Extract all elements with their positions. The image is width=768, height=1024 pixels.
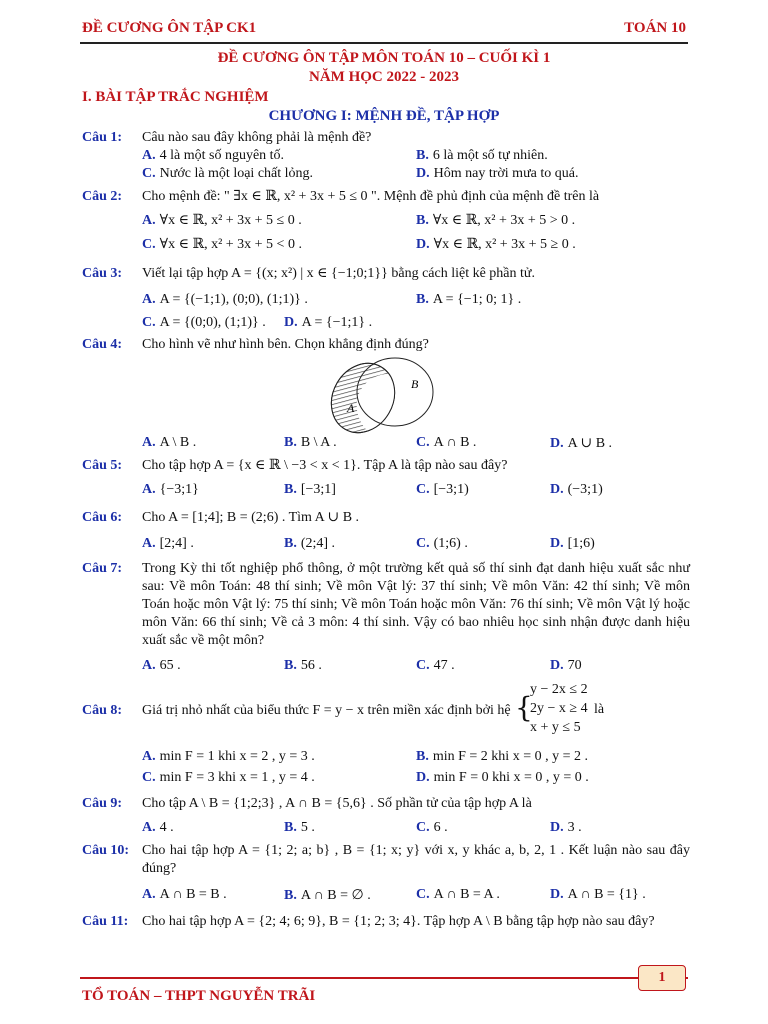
header-right: TOÁN 10 <box>624 20 686 36</box>
question-label: Câu 2: <box>82 189 123 204</box>
inequality-1: y − 2x ≤ 2 <box>530 682 588 697</box>
header-rule <box>80 42 688 44</box>
option-a: A. 4 là một số nguyên tố. <box>142 148 285 163</box>
option-a: A. A = {(−1;1), (0;0), (1;1)} . <box>142 292 308 307</box>
question-text: Cho A = [1;4]; B = (2;6) . Tìm A ∪ B . <box>142 510 360 525</box>
option-b: B. ∀x ∈ ℝ, x² + 3x + 5 > 0 . <box>416 213 576 228</box>
question-label: Câu 6: <box>82 510 123 525</box>
section-title: I. BÀI TẬP TRẮC NGHIỆM <box>82 89 269 105</box>
doc-title: ĐỀ CƯƠNG ÔN TẬP MÔN TOÁN 10 – CUỐI KÌ 1 <box>217 50 551 66</box>
option-c: C. (1;6) . <box>416 536 468 551</box>
option-b: B. min F = 2 khi x = 0 , y = 2 . <box>416 749 588 764</box>
header-left: ĐỀ CƯƠNG ÔN TẬP CK1 <box>82 20 257 36</box>
option-b: B. A = {−1; 0; 1} . <box>416 292 522 307</box>
question-text: Cho hình vẽ như hình bên. Chọn khẳng định đúng? <box>142 337 429 352</box>
option-a: A. ∀x ∈ ℝ, x² + 3x + 5 ≤ 0 . <box>142 213 302 228</box>
option-d: D. A ∪ B . <box>550 436 613 451</box>
option-b: B. A ∩ B = ∅ . <box>284 888 371 903</box>
option-b: B. 6 là một số tự nhiên. <box>416 148 548 163</box>
chapter-title: CHƯƠNG I: MỆNH ĐỀ, TẬP HỢP <box>268 108 500 124</box>
option-a: A. [2;4] . <box>142 536 194 551</box>
option-a: A. 65 . <box>142 658 181 673</box>
question-label: Câu 9: <box>82 796 123 811</box>
system-brace: { <box>515 691 533 724</box>
question-text: Giá trị nhỏ nhất của biểu thức F = y − x trên miền xác định bởi hệ <box>142 703 511 718</box>
option-c: C. [−3;1) <box>416 482 469 497</box>
venn-diagram <box>325 354 445 434</box>
option-b: B. [−3;1] <box>284 482 336 497</box>
option-b: B. 56 . <box>284 658 322 673</box>
question-text: Cho hai tập hợp A = {1; 2; a; b} , B = {1; x; y} với x, y khác a, b, 2, 1 . Kết luận nào sau đây đúng? <box>142 843 690 876</box>
question-label: Câu 10: <box>82 843 130 858</box>
option-c: C. A ∩ B = A . <box>416 887 500 902</box>
inequality-3: x + y ≤ 5 <box>530 720 581 735</box>
option-c: C. A = {(0;0), (1;1)} . <box>142 315 266 330</box>
option-d: D. Hôm nay trời mưa to quá. <box>416 166 579 181</box>
system-of-inequalities <box>530 680 588 737</box>
option-b: B. (2;4] . <box>284 536 336 551</box>
option-b: B. 5 . <box>284 820 315 835</box>
option-d: D. A ∩ B = {1} . <box>550 887 646 902</box>
question-text: Cho tập A \ B = {1;2;3} , A ∩ B = {5,6} . Số phần tử của tập hợp A là <box>142 796 532 811</box>
page-number: 1 <box>638 965 686 991</box>
question-text: Cho mệnh đề: " ∃x ∈ ℝ, x² + 3x + 5 ≤ 0 ". Mệnh đề phủ định của mệnh đề trên là <box>142 189 600 204</box>
question-text: Trong Kỳ thi tốt nghiệp phổ thông, ở một trường kết quả số thí sinh đạt danh hiệu xuất sắc như sau: Về môn Toán: 48 thí sinh; Về môn Vật lý: 37 thí sinh; Về môn Văn: 42 thí sinh; Về môn Toán hoặc môn Vật lý: 75 thí sinh; Về môn Toán hoặc môn Văn: 76 thí sinh; Về môn Vật lý hoặc môn Văn: 66 thí sinh; Về cả 3 môn: 4 thí sinh. Vậy có bao nhiêu học sinh nhận được danh hiệu xuất sắc về một môn? <box>142 561 690 648</box>
option-c: C. A ∩ B . <box>416 435 477 450</box>
question-text: Viết lại tập hợp A = {(x; x²) | x ∈ {−1;0;1}} bằng cách liệt kê phần tử. <box>142 266 535 281</box>
option-a: A. 4 . <box>142 820 174 835</box>
option-c: C. min F = 3 khi x = 1 , y = 4 . <box>142 770 315 785</box>
option-a: A. A ∩ B = B . <box>142 887 227 902</box>
question-label: Câu 7: <box>82 561 123 576</box>
option-c: C. 6 . <box>416 820 448 835</box>
question-text: Cho tập hợp A = {x ∈ ℝ \ −3 < x < 1}. Tập A là tập nào sau đây? <box>142 458 508 473</box>
option-c: C. 47 . <box>416 658 455 673</box>
question-tail: là <box>594 702 605 717</box>
question-label: Câu 5: <box>82 458 123 473</box>
question-text: Cho hai tập hợp A = {2; 4; 6; 9}, B = {1; 2; 3; 4}. Tập hợp A \ B bằng tập hợp nào sau đây? <box>142 914 655 929</box>
option-d: D. 70 <box>550 658 582 673</box>
option-d: D. min F = 0 khi x = 0 , y = 0 . <box>416 770 589 785</box>
question-label: Câu 1: <box>82 130 123 145</box>
set-a-label: A <box>347 401 355 415</box>
doc-year: NĂM HỌC 2022 - 2023 <box>309 69 459 85</box>
question-label: Câu 11: <box>82 914 129 929</box>
option-d: D. 3 . <box>550 820 582 835</box>
option-a: A. A \ B . <box>142 435 197 450</box>
option-a: A. {−3;1} <box>142 482 199 497</box>
question-label: Câu 8: <box>82 703 123 718</box>
option-c: C. Nước là một loại chất lỏng. <box>142 166 314 181</box>
footer-text: TỔ TOÁN – THPT NGUYỄN TRÃI <box>82 988 316 1004</box>
option-b: B. B \ A . <box>284 435 337 450</box>
option-d: D. A = {−1;1} . <box>284 315 373 330</box>
footer-rule <box>80 977 688 979</box>
option-d: D. [1;6) <box>550 536 595 551</box>
question-label: Câu 3: <box>82 266 123 281</box>
inequality-2: 2y − x ≥ 4 <box>530 701 588 716</box>
option-d: D. ∀x ∈ ℝ, x² + 3x + 5 ≥ 0 . <box>416 237 576 252</box>
option-a: A. min F = 1 khi x = 2 , y = 3 . <box>142 749 315 764</box>
option-c: C. ∀x ∈ ℝ, x² + 3x + 5 < 0 . <box>142 237 302 252</box>
question-label: Câu 4: <box>82 337 123 352</box>
set-b-label: B <box>411 377 419 391</box>
option-d: D. (−3;1) <box>550 482 603 497</box>
question-text: Câu nào sau đây không phải là mệnh đề? <box>142 130 372 145</box>
